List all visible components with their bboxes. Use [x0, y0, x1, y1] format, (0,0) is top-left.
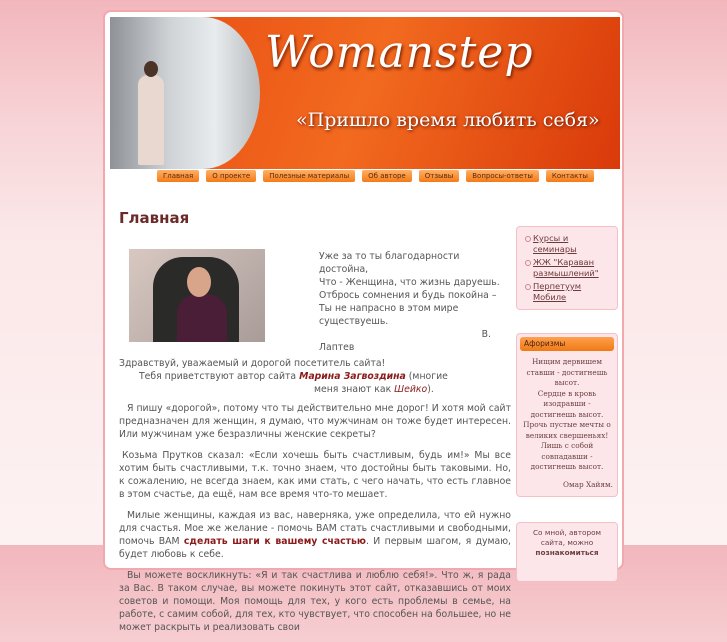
- header-photo: [110, 17, 260, 169]
- greeting-line: [119, 370, 511, 383]
- aphorisms-box: [516, 333, 618, 497]
- nav-about-author[interactable]: Об авторе: [362, 170, 412, 182]
- poem-author-initial: В.: [481, 329, 491, 340]
- text: Милые женщины, каждая из вас, наверняка, уже определила, что ей нужно для счастья. Мое же желание - помочь ВАМ стать счастливыми и свободными, помочь ВАМ: [119, 510, 511, 547]
- main-nav: [157, 170, 594, 182]
- greeting: [119, 357, 511, 396]
- text: меня знают как: [314, 384, 395, 395]
- link-perpetuum[interactable]: Перпетуум Мобиле: [533, 281, 582, 302]
- author-name: Марина Загвоздина: [299, 371, 406, 382]
- greeting-line: [119, 383, 511, 396]
- poem-line: Уже за то ты благодарности достойна,: [319, 251, 460, 275]
- poem-line: Отбрось сомнения и будь покойна –: [319, 290, 497, 301]
- nav-materials[interactable]: Полезные материалы: [263, 170, 355, 182]
- site-logo[interactable]: Womanstep: [265, 27, 534, 78]
- aphorism-line: Прочь пустые мечты о великих свершеньях!: [523, 420, 611, 440]
- page-title: Главная: [119, 209, 190, 227]
- author-photo: [129, 249, 265, 342]
- paragraph: Вы можете воскликнуть: «Я и так счастлива и люблю себя!». Что ж, я рада за Вас. В таком случае, вы можете покинуть этот сайт, отказавшись от моих советов и помощи. Моя помощь для тех, у кого есть проблемы в семье, на работе, с самим собой, для тех, кто чувствует, что способен на большее, но не может раскрыть и реализовать свои: [119, 570, 511, 633]
- sidebar-links-box: [516, 226, 618, 310]
- link-courses[interactable]: Курсы и семинары: [533, 233, 577, 254]
- nav-contacts[interactable]: Контакты: [546, 170, 594, 182]
- poem-line: Что - Женщина, что жизнь даруешь.: [319, 277, 500, 288]
- intro-block: [119, 244, 511, 354]
- poem-line: Ты не напрасно в этом мире: [319, 303, 459, 314]
- poem-line: существуешь.: [319, 316, 389, 327]
- woman-figure: [138, 75, 164, 165]
- site-slogan: «Пришло время любить себя»: [296, 109, 600, 131]
- greeting-line: Здравствуй, уважаемый и дорогой посетитель сайта!: [119, 358, 386, 369]
- text: Тебя приветствуют автор сайта: [139, 371, 300, 382]
- nav-faq[interactable]: Вопросы-ответы: [466, 170, 539, 182]
- poem-author-name: Лаптев: [319, 342, 355, 353]
- meet-author-box: [516, 522, 618, 582]
- poem: [319, 244, 511, 354]
- main-content: [119, 244, 511, 642]
- author-nick: Шейко: [394, 384, 428, 395]
- aphorism-line: Сердце в кровь изодравши - достигнешь высот.: [530, 388, 604, 419]
- aphorisms-title: Афоризмы: [520, 337, 614, 351]
- aphorism-author: Омар Хайям.: [562, 479, 613, 489]
- aphorism: [517, 357, 617, 496]
- sidebar-link-item: [525, 233, 613, 255]
- text: (многие: [405, 371, 448, 382]
- meet-author-text: [517, 523, 617, 563]
- author-face: [187, 267, 211, 297]
- aphorism-line: Нищим дервишем ставши - достигнешь высот.: [526, 357, 608, 387]
- nav-about-project[interactable]: О проекте: [206, 170, 256, 182]
- nav-home[interactable]: Главная: [157, 170, 199, 182]
- meet-link[interactable]: познакомиться: [535, 548, 599, 557]
- text: ).: [427, 384, 434, 395]
- header-banner: [110, 17, 620, 169]
- paragraph: Я пишу «дорогой», потому что ты действительно мне дорог! И хотя мой сайт предназначен для женщин, я думаю, что мужчинам он тоже будет интересен. Или мужчинам уже безразличны женские секреты?: [119, 403, 511, 440]
- sidebar-link-item: [525, 257, 613, 279]
- paragraph: [119, 509, 511, 561]
- nav-reviews[interactable]: Отзывы: [419, 170, 460, 182]
- text: . И первым шагом, я думаю, будет любовь к себе.: [119, 536, 511, 560]
- text: Со мной, автором сайта, можно: [532, 528, 602, 547]
- intro-paragraphs: [119, 402, 511, 634]
- link-lj[interactable]: ЖЖ "Караван размышлений": [533, 257, 599, 278]
- paragraph: Козьма Прутков сказал: «Если хочешь быть счастливым, будь им!» Мы все хотим быть счастливыми, т.к. точно знаем, что достойны быть таковыми. Но, к сожалению, не всегда знаем, как ими стать, с чего начать, что есть главное в этом счастье, да ещё, нам все время что-то мешает.: [119, 450, 511, 500]
- page-container: [103, 10, 624, 633]
- sidebar-link-item: [525, 281, 613, 303]
- aphorism-line: Лишь с собой совпадавши - достигнешь высот.: [530, 441, 604, 471]
- happiness-steps-link[interactable]: сделать шаги к вашему счастью: [183, 536, 366, 547]
